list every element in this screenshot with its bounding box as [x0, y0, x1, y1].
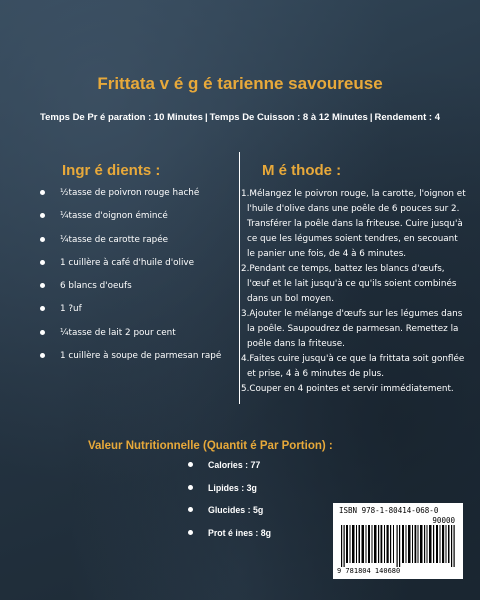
- list-item: Prot é ines : 8g: [188, 528, 271, 551]
- bullet-icon: [40, 213, 45, 218]
- bullet-icon: [40, 190, 45, 195]
- bullet-icon: [40, 283, 45, 288]
- list-item: ¼tasse de lait 2 pour cent: [40, 327, 230, 350]
- nutrition-heading: Valeur Nutritionnelle (Quantit é Par Portion) :: [88, 440, 333, 452]
- bullet-icon: [188, 462, 193, 467]
- list-item: 1 cuillère à soupe de parmesan rapé: [40, 350, 230, 373]
- method-step: 4.Faites cuire jusqu'à ce que la frittata soit gonflée et prise, 4 à 6 minutes de plus.: [241, 354, 465, 379]
- bullet-icon: [40, 353, 45, 358]
- nutrition-list: [188, 460, 271, 550]
- isbn-barcode-box: [333, 503, 463, 579]
- method-step: 1.Mélangez le poivron rouge, la carotte, l'oignon et l'huile d'olive dans une poêle de 6 pouces sur 2. Transférer la poêle dans la friteuse. Cuire jusqu'à ce que les légumes soient tendres, en secouant le panier une fois, de 4 à 6 minutes.: [241, 189, 466, 259]
- list-item: 6 blancs d'oeufs: [40, 280, 230, 303]
- ingredients-heading: Ingr é dients :: [62, 162, 161, 179]
- bullet-icon: [188, 530, 193, 535]
- list-item: ¼tasse d'oignon émincé: [40, 210, 230, 233]
- bullet-icon: [188, 485, 193, 490]
- isbn-text: ISBN 978-1-80414-068-0: [339, 506, 439, 515]
- method-list: [237, 187, 467, 397]
- method-heading: M é thode :: [262, 162, 342, 179]
- prep-time: Temps De Pr é paration : 10 Minutes: [40, 112, 203, 123]
- method-step: 2.Pendant ce temps, battez les blancs d'œufs, l'œuf et le lait jusqu'à ce qu'ils soient combinés dans un bol moyen.: [241, 264, 457, 304]
- cook-time: Temps De Cuisson : 8 à 12 Minutes: [209, 112, 368, 123]
- barcode-digits: 9 781804 140680: [337, 567, 401, 575]
- yield: Rendement : 4: [374, 112, 440, 123]
- barcode-icon: [339, 525, 457, 567]
- bullet-icon: [40, 260, 45, 265]
- bullet-icon: [40, 306, 45, 311]
- list-item: Lipides : 3g: [188, 483, 271, 506]
- bullet-icon: [40, 237, 45, 242]
- method-step: 3.Ajouter le mélange d'œufs sur les légumes dans la poêle. Saupoudrez de parmesan. Remettez la poêle dans la friteuse.: [241, 309, 463, 349]
- recipe-title: Frittata v é g é tarienne savoureuse: [97, 74, 383, 93]
- meta-separator: |: [369, 112, 373, 123]
- bullet-icon: [188, 507, 193, 512]
- list-item: ½tasse de poivron rouge haché: [40, 187, 230, 210]
- list-item: Calories : 77: [188, 460, 271, 483]
- list-item: Glucides : 5g: [188, 505, 271, 528]
- ingredients-list: [40, 187, 230, 373]
- list-item: 1 cuillère à café d'huile d'olive: [40, 257, 230, 280]
- meta-separator: |: [204, 112, 208, 123]
- recipe-meta: [0, 112, 480, 123]
- isbn-price: 90000: [432, 516, 455, 525]
- bullet-icon: [40, 330, 45, 335]
- method-step: 5.Couper en 4 pointes et servir immédiatement.: [241, 384, 454, 394]
- list-item: ¼tasse de carotte rapée: [40, 234, 230, 257]
- list-item: 1 ?uf: [40, 303, 230, 326]
